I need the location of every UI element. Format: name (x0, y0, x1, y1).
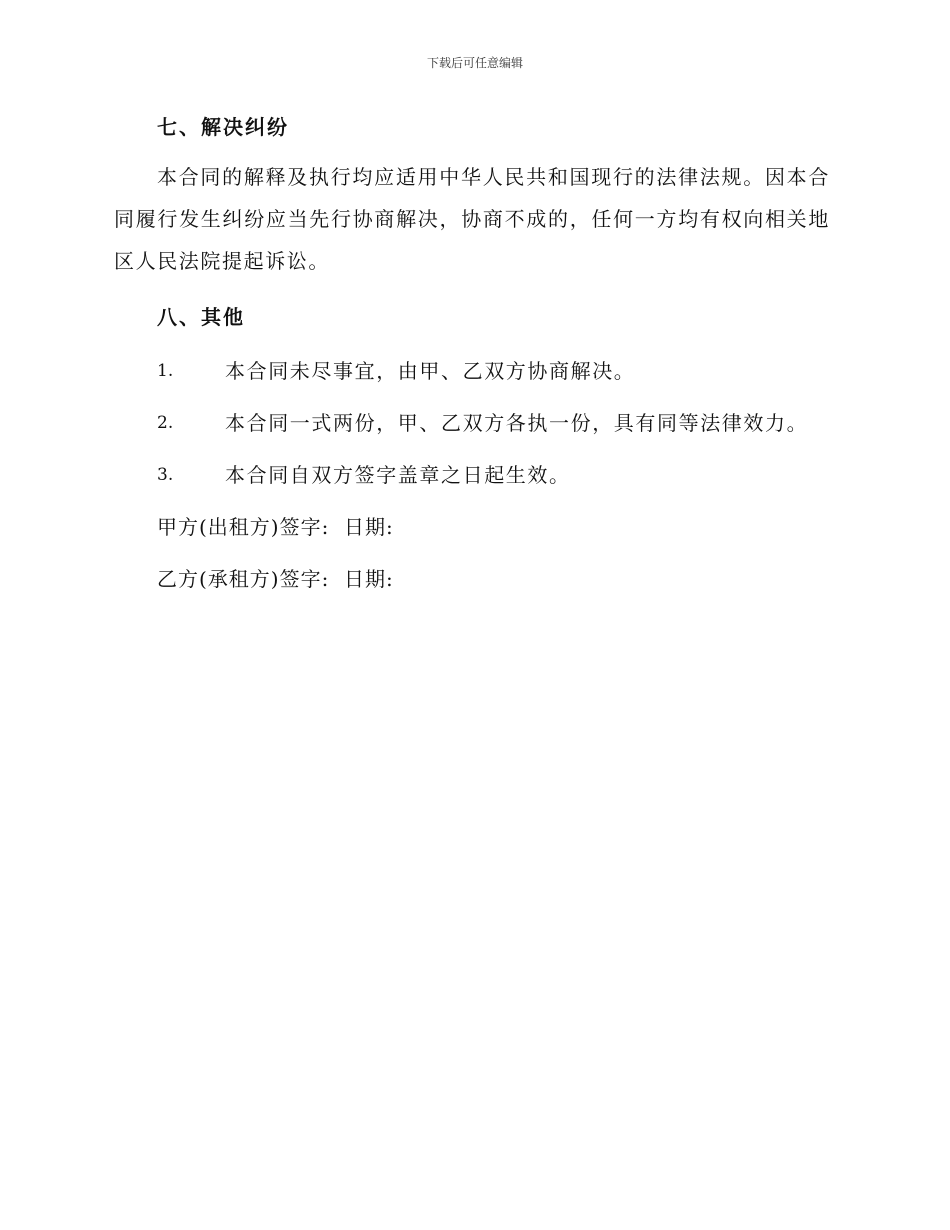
list-item-text: 本合同未尽事宜，由甲、乙双方协商解决。 (225, 359, 636, 383)
list-item-number: 2. (157, 413, 174, 433)
signature-line-lessor: 甲方(出租方)签字: 日期: (157, 515, 394, 539)
list-item-number: 3. (157, 465, 174, 485)
list-item-number: 1. (157, 361, 174, 381)
list-item-text: 本合同一式两份，甲、乙双方各执一份，具有同等法律效力。 (225, 411, 809, 435)
list-item (157, 449, 830, 501)
list-item (157, 345, 830, 397)
list-item (157, 397, 830, 449)
section-heading-dispute: 七、解决纠纷 (157, 115, 289, 139)
page-header: 下载后可任意编辑 (426, 56, 523, 70)
signature-line-lessee: 乙方(承租方)签字: 日期: (157, 567, 394, 591)
document-body (114, 112, 830, 605)
list-item-text: 本合同自双方签字盖章之日起生效。 (225, 463, 571, 487)
section-heading-other: 八、其他 (157, 305, 245, 329)
section-paragraph-dispute: 本合同的解释及执行均应适用中华人民共和国现行的法律法规。因本合同履行发生纠纷应当先行协商解决，协商不成的，任何一方均有权向相关地区人民法院提起诉讼。 (114, 165, 830, 273)
other-items-list (114, 345, 830, 501)
